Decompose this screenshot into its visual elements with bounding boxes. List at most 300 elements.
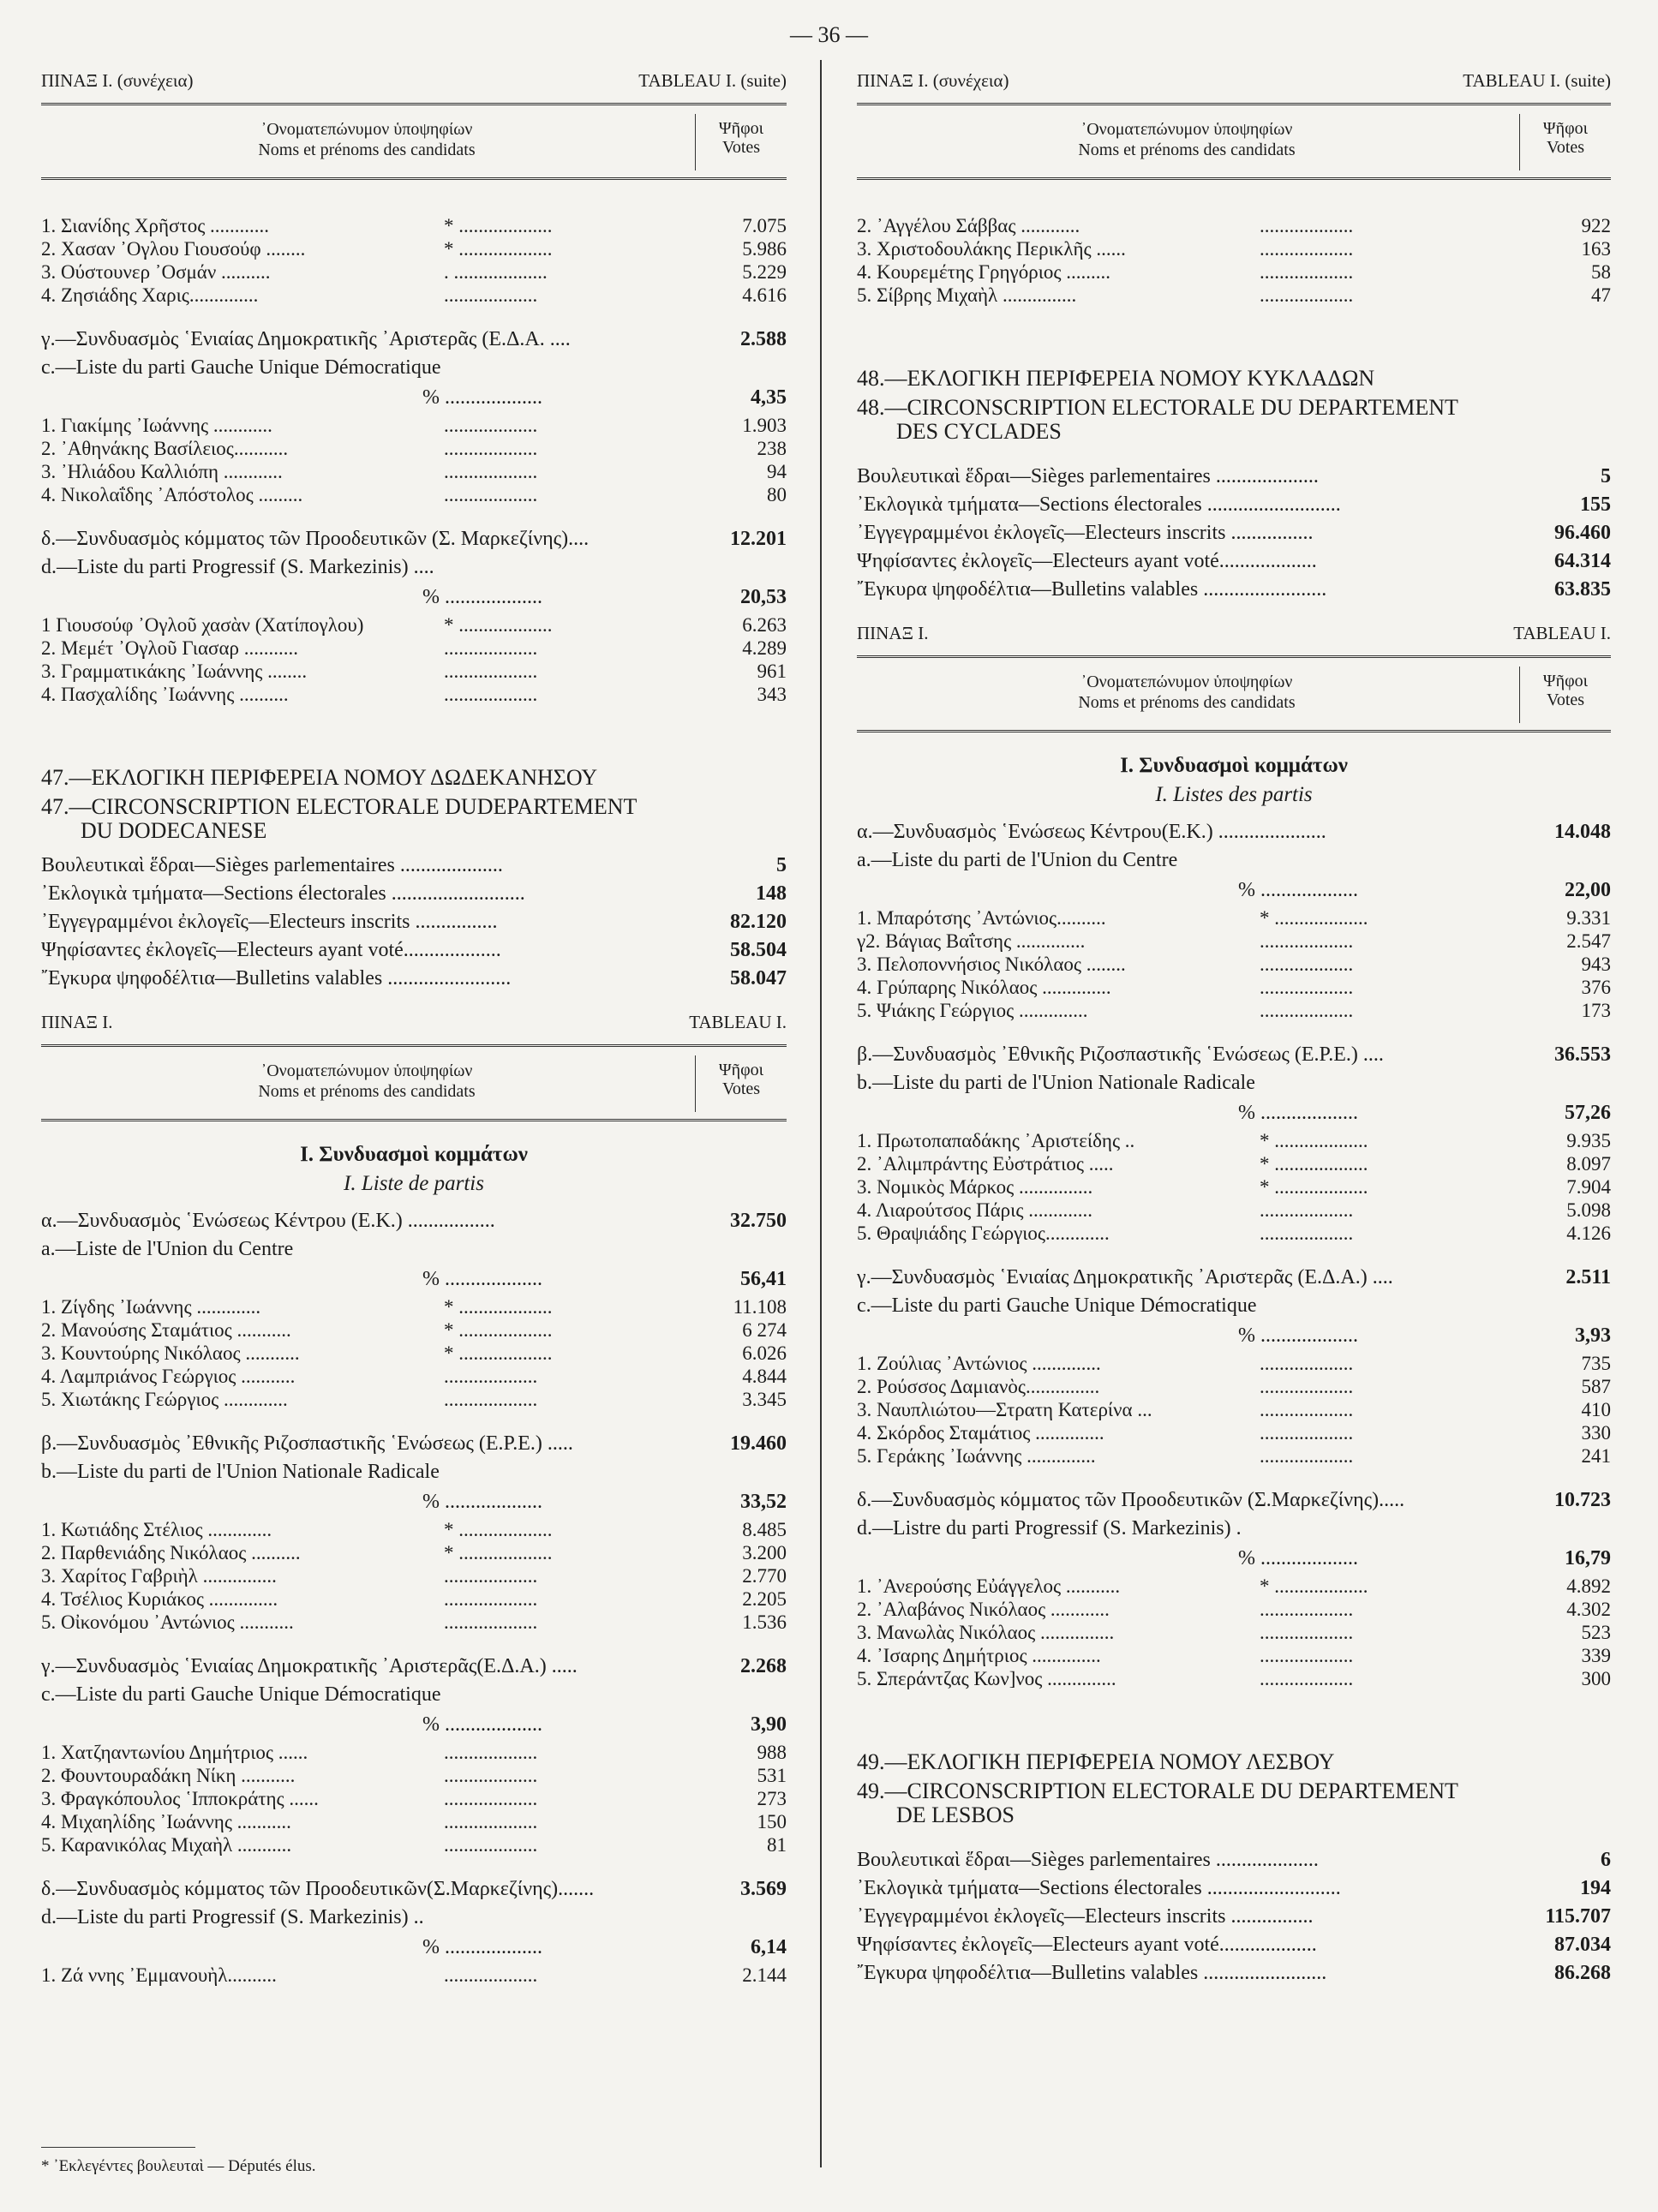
section-subheading: I. Listes des partis — [1155, 783, 1313, 806]
candidate-votes: 8.485 — [742, 1519, 787, 1540]
elected-marker: ................... — [444, 1588, 538, 1610]
names-heading-gr: ᾿Ονοματεπώνυμον ὑποψηφίων — [1080, 673, 1293, 691]
candidate-row — [857, 906, 1611, 930]
candidate-votes: 2.547 — [1566, 930, 1611, 952]
candidate-votes: 58 — [1591, 261, 1611, 283]
candidate-row — [41, 1365, 787, 1388]
constituency-title-gr: 49.—ΕΚΛΟΓΙΚΗ ΠΕΡΙΦΕΡΕΙΑ ΝΟΜΟΥ ΛΕΣΒΟΥ — [857, 1749, 1335, 1774]
elected-marker: * ................... — [444, 215, 553, 236]
constituency-title-fr-1: 49.—CIRCONSCRIPTION ELECTORALE DU DEPARTEMENT — [857, 1779, 1458, 1803]
candidate-row — [41, 1764, 787, 1787]
votes-heading-gr: Ψῆφοι — [718, 119, 764, 138]
table-header-line — [41, 1012, 787, 1041]
candidate-votes: 163 — [1581, 238, 1611, 260]
candidate-name: 2. Παρθενιάδης Νικόλαος .......... — [41, 1542, 301, 1563]
elected-marker: ................... — [444, 484, 538, 505]
elected-marker: * ................... — [1260, 1153, 1368, 1175]
candidate-row — [857, 1152, 1611, 1175]
footnote-rule — [41, 2147, 195, 2148]
candidate-row — [857, 1667, 1611, 1690]
votes-heading — [1519, 114, 1611, 170]
party-list-gr: γ.—Συνδυασμὸς ῾Ενιαίας Δημοκρατικῆς ᾿Αριστερᾶς (Ε.Δ.Α. .... — [41, 328, 571, 350]
candidate-row — [41, 260, 787, 284]
percent-value: 3,90 — [751, 1713, 787, 1736]
party-list-row — [857, 1264, 1611, 1292]
elected-marker: . ................... — [444, 261, 548, 283]
party-list-fr: a.—Liste du parti de l'Union du Centre — [857, 849, 1178, 871]
percent-dots: % ................... — [422, 1268, 542, 1290]
candidate-votes: 7.904 — [1566, 1176, 1611, 1198]
column-divider — [820, 60, 822, 2167]
percent-dots: % ................... — [1238, 1102, 1358, 1124]
percent-row — [41, 1263, 787, 1295]
percent-value: 4,35 — [751, 386, 787, 409]
candidate-votes: 4.289 — [742, 637, 787, 659]
elected-marker: ................... — [1260, 954, 1354, 975]
candidate-name: 5. Σπεράντζας Κων]νος .............. — [857, 1668, 1116, 1689]
candidate-votes: 2.144 — [742, 1964, 787, 1986]
elected-marker: ................... — [1260, 1000, 1354, 1021]
candidate-name: 2. Ρούσσος Δαμιανὸς............... — [857, 1376, 1100, 1397]
party-list-fr: b.—Liste du parti de l'Union Nationale Radicale — [857, 1072, 1255, 1094]
candidate-votes: 735 — [1581, 1353, 1611, 1374]
votes-heading — [695, 114, 787, 170]
candidate-row — [41, 1342, 787, 1365]
candidate-row — [41, 284, 787, 307]
candidate-row — [857, 1644, 1611, 1667]
section-heading: Ι. Συνδυασμοὶ κομμάτων — [1120, 754, 1348, 777]
elected-marker: ................... — [1260, 1223, 1354, 1244]
candidate-votes: 173 — [1581, 1000, 1611, 1021]
page-number: — 36 — — [790, 22, 868, 47]
percent-value: 33,52 — [740, 1491, 787, 1513]
votes-heading-fr: Votes — [1546, 691, 1585, 709]
constituency-title-fr-2: DES CYCLADES — [896, 419, 1062, 444]
elected-marker: * ................... — [444, 1319, 553, 1341]
candidate-votes: 5.229 — [742, 261, 787, 283]
column-headings — [41, 103, 787, 180]
elected-marker: * ................... — [1260, 907, 1368, 929]
candidate-row — [41, 637, 787, 660]
candidate-name: 4. Κουρεμέτης Γρηγόριος ......... — [857, 261, 1110, 283]
candidate-row — [41, 1587, 787, 1611]
candidate-votes: 11.108 — [733, 1296, 787, 1318]
candidate-name: 2. Χασαν ᾿Ογλου Γιουσούφ ........ — [41, 238, 306, 260]
stat-value: 87.034 — [1554, 1934, 1611, 1956]
party-list-gr: α.—Συνδυασμὸς ῾Ενώσεως Κέντρου(Ε.Κ.) ..................... — [857, 821, 1326, 843]
party-list-row — [857, 1486, 1611, 1515]
stat-label: Βουλευτικαὶ ἕδραι—Sièges parlementaires .................... — [41, 854, 503, 876]
candidate-name: 3. Ναυπλιώτου—Στρατη Κατερίνα ... — [857, 1399, 1152, 1420]
candidate-list — [41, 414, 787, 506]
party-list-gr: α.—Συνδυασμὸς ῾Ενώσεως Κέντρου (Ε.Κ.) ................. — [41, 1210, 495, 1232]
candidate-row — [857, 1575, 1611, 1598]
candidate-name: 3. Μανωλὰς Νικόλαος ............... — [857, 1622, 1115, 1643]
candidate-row — [857, 260, 1611, 284]
elected-marker: ................... — [1260, 238, 1354, 260]
candidate-votes: 300 — [1581, 1668, 1611, 1689]
elected-marker: ................... — [1260, 977, 1354, 998]
candidate-row — [857, 953, 1611, 976]
candidate-votes: 9.935 — [1566, 1130, 1611, 1151]
elected-marker: ................... — [444, 1742, 538, 1763]
candidate-votes: 2.205 — [742, 1588, 787, 1610]
candidate-votes: 241 — [1581, 1445, 1611, 1467]
elected-marker: * ................... — [1260, 1575, 1368, 1597]
candidate-votes: 5.098 — [1566, 1199, 1611, 1221]
percent-value: 57,26 — [1565, 1102, 1611, 1124]
candidate-votes: 943 — [1581, 954, 1611, 975]
party-list-fr: d.—Liste du parti Progressif (S. Markezinis) .. — [41, 1906, 424, 1928]
left-column — [41, 60, 787, 1987]
candidate-name: 1 Γιουσούφ ᾿Ογλοῦ χασὰν (Χατίπογλου) — [41, 614, 364, 636]
candidate-votes: 988 — [757, 1742, 787, 1763]
candidate-name: 3. Κουντούρης Νικόλαος ........... — [41, 1342, 300, 1364]
party-list-votes: 3.569 — [740, 1878, 787, 1900]
stat-value: 194 — [1580, 1877, 1611, 1899]
constituency-title-fr-2: DE LESBOS — [896, 1802, 1015, 1827]
candidate-votes: 47 — [1591, 284, 1611, 306]
candidate-name: 2. Μανούσης Σταμάτιος ........... — [41, 1319, 291, 1341]
elected-marker: ................... — [1260, 930, 1354, 952]
names-heading — [857, 119, 1517, 160]
candidate-votes: 238 — [757, 438, 787, 459]
stat-label: ῎Εγκυρα ψηφοδέλτια—Bulletins valables ........................ — [41, 967, 512, 989]
candidate-name: 3. ᾿Ηλιάδου Καλλιόπη ............ — [41, 461, 283, 482]
candidate-row — [41, 1787, 787, 1810]
stat-row — [41, 936, 787, 965]
elected-marker: ................... — [444, 461, 538, 482]
party-list-row — [857, 1041, 1611, 1069]
candidate-votes: 5.986 — [742, 238, 787, 260]
candidate-name: 4. Τσέλιος Κυριάκος .............. — [41, 1588, 278, 1610]
candidate-votes: 4.844 — [742, 1366, 787, 1387]
candidate-votes: 273 — [757, 1788, 787, 1809]
stat-value: 63.835 — [1554, 578, 1611, 601]
stat-value: 58.504 — [730, 939, 787, 961]
candidate-name: 1. Σιανίδης Χρῆστος ............ — [41, 215, 270, 236]
candidate-row — [857, 1199, 1611, 1222]
candidate-list — [857, 214, 1611, 307]
table-header-line — [41, 70, 787, 99]
percent-value: 6,14 — [751, 1936, 787, 1958]
candidate-name: 4. ᾿Ισαρης Δημήτριος .............. — [857, 1645, 1101, 1666]
stat-row — [857, 491, 1611, 519]
percent-dots: % ................... — [1238, 1324, 1358, 1347]
header-right: TABLEAU I. — [1513, 623, 1611, 643]
names-heading — [41, 119, 692, 160]
candidate-votes: 3.345 — [742, 1389, 787, 1410]
candidate-votes: 150 — [757, 1811, 787, 1832]
candidate-name: γ2. Βάγιας Βαΐτσης .............. — [857, 930, 1086, 952]
stat-label: ᾿Εκλογικὰ τμήματα—Sections électorales .......................... — [857, 493, 1341, 516]
candidate-name: 1. Κωτιάδης Στέλιος ............. — [41, 1519, 272, 1540]
candidate-row — [41, 613, 787, 637]
percent-value: 56,41 — [740, 1268, 787, 1290]
candidate-row — [857, 1352, 1611, 1375]
party-list-gr: γ.—Συνδυασμὸς ῾Ενιαίας Δημοκρατικῆς ᾿Αριστερᾶς (Ε.Δ.Α.) .... — [857, 1266, 1393, 1288]
candidate-votes: 6 274 — [742, 1319, 787, 1341]
constituency-stats — [857, 1846, 1611, 1988]
stat-row — [857, 463, 1611, 491]
party-list-row — [41, 1207, 787, 1235]
candidate-row — [857, 976, 1611, 999]
candidate-name: 5. Καρανικόλας Μιχαὴλ ........... — [41, 1834, 292, 1856]
elected-marker: ................... — [444, 284, 538, 306]
candidate-row — [41, 437, 787, 460]
candidate-name: 2. Μεμέτ ᾿Ογλοῦ Γιασαρ ........... — [41, 637, 298, 659]
candidate-row — [41, 1611, 787, 1634]
candidate-row — [41, 214, 787, 237]
percent-dots: % ................... — [422, 1936, 542, 1958]
candidate-name: 5. Γεράκης ᾿Ιωάννης .............. — [857, 1445, 1096, 1467]
candidate-name: 1. Ζίγδης ᾿Ιωάννης ............. — [41, 1296, 261, 1318]
party-list-fr: d.—Liste du parti Progressif (S. Markezinis) .... — [41, 556, 434, 578]
party-list-votes: 14.048 — [1554, 821, 1611, 843]
constituency-title-fr-1: 48.—CIRCONSCRIPTION ELECTORALE DU DEPARTEMENT — [857, 395, 1458, 420]
elected-marker: ................... — [444, 415, 538, 436]
stat-label: Βουλευτικαὶ ἕδραι—Sièges parlementaires .................... — [857, 1849, 1319, 1871]
candidate-name: 2. ᾿Αγγέλου Σάββας ............ — [857, 215, 1080, 236]
elected-marker: ................... — [1260, 1622, 1354, 1643]
candidate-votes: 922 — [1581, 215, 1611, 236]
percent-row — [857, 1319, 1611, 1352]
column-headings — [857, 103, 1611, 180]
party-list-row — [41, 326, 787, 354]
candidate-name: 1. Ζά ννης ᾿Εμμανουὴλ.......... — [41, 1964, 277, 1986]
candidate-name: 5. Χιωτάκης Γεώργιος ............. — [41, 1389, 288, 1410]
elected-marker: ................... — [444, 1389, 538, 1410]
candidate-list — [41, 1964, 787, 1987]
stat-row — [857, 576, 1611, 604]
header-left: ΠΙΝΑΞ Ι. (συνέχεια) — [857, 70, 1009, 91]
names-heading-fr: Noms et prénoms des candidats — [258, 1082, 476, 1101]
header-left: ΠΙΝΑΞ Ι. (συνέχεια) — [41, 70, 194, 91]
candidate-row — [41, 1964, 787, 1987]
elected-marker: ................... — [1260, 1353, 1354, 1374]
names-heading-fr: Noms et prénoms des candidats — [1078, 693, 1296, 712]
candidate-list — [857, 1352, 1611, 1468]
candidate-name: 2. ᾿Αθηνάκης Βασίλειος........... — [41, 438, 289, 459]
candidate-row — [41, 414, 787, 437]
party-list-row — [41, 525, 787, 553]
stat-label: ᾿Εγγεγραμμένοι ἐκλογεῖς—Electeurs inscrits ................ — [857, 1905, 1314, 1928]
elected-marker: ................... — [1260, 1668, 1354, 1689]
candidate-row — [857, 214, 1611, 237]
candidate-votes: 7.075 — [742, 215, 787, 236]
stat-value: 58.047 — [730, 967, 787, 989]
percent-dots: % ................... — [422, 386, 542, 409]
stat-label: Ψηφίσαντες ἐκλογεῖς—Electeurs ayant voté................... — [857, 1934, 1317, 1956]
elected-marker: ................... — [444, 661, 538, 682]
candidate-name: 3. Ούστουνερ ᾿Οσμάν .......... — [41, 261, 271, 283]
party-list-votes: 36.553 — [1554, 1043, 1611, 1066]
candidate-votes: 2.770 — [742, 1565, 787, 1587]
stat-label: ῎Εγκυρα ψηφοδέλτια—Bulletins valables ........................ — [857, 578, 1327, 601]
candidate-row — [41, 460, 787, 483]
candidate-name: 5. Οἰκονόμου ᾿Αντώνιος ........... — [41, 1611, 294, 1633]
party-list-row — [41, 1875, 787, 1904]
percent-row — [41, 1486, 787, 1518]
candidate-row — [857, 1621, 1611, 1644]
candidate-row — [857, 1222, 1611, 1245]
stat-value: 148 — [756, 882, 787, 905]
stat-row — [857, 1874, 1611, 1903]
candidate-row — [857, 1375, 1611, 1398]
header-right: TABLEAU I. — [689, 1012, 787, 1032]
footnote: * ᾿Εκλεγέντες βουλευταὶ — Députés élus. — [41, 2157, 316, 2175]
table-header-line — [857, 70, 1611, 99]
column-headings — [857, 655, 1611, 732]
candidate-row — [41, 1833, 787, 1856]
percent-value: 16,79 — [1565, 1547, 1611, 1569]
candidate-row — [857, 1444, 1611, 1468]
elected-marker: ................... — [1260, 1599, 1354, 1620]
candidate-row — [41, 1518, 787, 1541]
candidate-row — [857, 999, 1611, 1022]
candidate-name: 2. Φουντουραδάκη Νίκη ........... — [41, 1765, 296, 1786]
candidate-name: 4. Γρύπαρης Νικόλαος .............. — [857, 977, 1111, 998]
percent-dots: % ................... — [422, 586, 542, 608]
candidate-row — [857, 237, 1611, 260]
percent-row — [41, 381, 787, 414]
elected-marker: ................... — [444, 684, 538, 705]
votes-heading — [1519, 667, 1611, 723]
candidate-name: 1. Χατζηαντωνίου Δημήτριος ...... — [41, 1742, 308, 1763]
stat-label: ᾿Εκλογικὰ τμήματα—Sections électorales .......................... — [41, 882, 525, 905]
stat-row — [41, 880, 787, 908]
stat-label: Ψηφίσαντες ἐκλογεῖς—Electeurs ayant voté................... — [857, 550, 1317, 572]
names-heading-fr: Noms et prénoms des candidats — [258, 140, 476, 159]
elected-marker: * ................... — [444, 614, 553, 636]
candidate-votes: 4.892 — [1566, 1575, 1611, 1597]
percent-row — [857, 1097, 1611, 1129]
elected-marker: ................... — [444, 1366, 538, 1387]
candidate-row — [41, 237, 787, 260]
party-list-fr: b.—Liste du parti de l'Union Nationale Radicale — [41, 1461, 440, 1483]
candidate-list — [41, 1741, 787, 1856]
candidate-name: 1. Ζούλιας ᾿Αντώνιος .............. — [857, 1353, 1101, 1374]
candidate-votes: 4.616 — [742, 284, 787, 306]
elected-marker: ................... — [444, 1788, 538, 1809]
candidate-name: 3. Νομικὸς Μάρκος ............... — [857, 1176, 1093, 1198]
votes-heading-fr: Votes — [1546, 138, 1585, 157]
party-list-gr: β.—Συνδυασμὸς ᾿Εθνικῆς Ριζοσπαστικῆς ῾Ενώσεως (Ε.Ρ.Ε.) .... — [857, 1043, 1384, 1066]
constituency-stats — [41, 852, 787, 993]
candidate-name: 3. Γραμματικάκης ᾿Ιωάννης ........ — [41, 661, 308, 682]
candidate-name: 5. Σίβρης Μιχαὴλ ............... — [857, 284, 1077, 306]
names-heading-gr: ᾿Ονοματεπώνυμον ὑποψηφίων — [260, 120, 473, 139]
candidate-votes: 343 — [757, 684, 787, 705]
candidate-name: 3. Πελοποννήσιος Νικόλαος ........ — [857, 954, 1126, 975]
party-list-votes: 2.511 — [1565, 1266, 1611, 1288]
names-heading — [857, 672, 1517, 713]
stat-value: 82.120 — [730, 911, 787, 933]
candidate-votes: 531 — [757, 1765, 787, 1786]
stat-value: 96.460 — [1554, 522, 1611, 544]
percent-row — [857, 1542, 1611, 1575]
candidate-name: 4. Ζησιάδης Χαρις.............. — [41, 284, 259, 306]
candidate-list — [857, 1129, 1611, 1245]
elected-marker: ................... — [444, 637, 538, 659]
candidate-list — [857, 906, 1611, 1022]
constituency-title-fr-1: 47.—CIRCONSCRIPTION ELECTORALE DUDEPARTEMENT — [41, 794, 637, 819]
candidate-name: 2. ᾿Αλαβάνος Νικόλαος ............ — [857, 1599, 1110, 1620]
candidate-name: 4. Λιαρούτσος Πάρις ............. — [857, 1199, 1092, 1221]
candidate-name: 1. Πρωτοπαπαδάκης ᾿Αριστείδης .. — [857, 1130, 1135, 1151]
elected-marker: ................... — [444, 1611, 538, 1633]
elected-marker: * ................... — [444, 238, 553, 260]
candidate-name: 5. Θραψιάδης Γεώργιος............. — [857, 1223, 1110, 1244]
candidate-name: 4. Μιχαηλίδης ᾿Ιωάννης ........... — [41, 1811, 291, 1832]
candidate-name: 3. Χριστοδουλάκης Περικλῆς ...... — [857, 238, 1126, 260]
section-heading: Ι. Συνδυασμοὶ κομμάτων — [300, 1143, 528, 1166]
percent-value: 3,93 — [1575, 1324, 1611, 1347]
party-list-fr: a.—Liste de l'Union du Centre — [41, 1238, 294, 1260]
table-header-line — [857, 623, 1611, 652]
candidate-votes: 4.302 — [1566, 1599, 1611, 1620]
elected-marker: ................... — [1260, 284, 1354, 306]
stat-label: Βουλευτικαὶ ἕδραι—Sièges parlementaires .................... — [857, 465, 1319, 487]
stat-value: 5 — [1601, 465, 1611, 487]
elected-marker: ................... — [444, 1834, 538, 1856]
candidate-list — [857, 1575, 1611, 1690]
right-column — [857, 60, 1611, 1988]
candidate-votes: 81 — [767, 1834, 787, 1856]
stat-value: 64.314 — [1554, 550, 1611, 572]
elected-marker: * ................... — [444, 1542, 553, 1563]
elected-marker: ................... — [444, 1811, 538, 1832]
candidate-name: 4. Λαμπριάνος Γεώργιος ........... — [41, 1366, 296, 1387]
party-list-gr: β.—Συνδυασμὸς ᾿Εθνικῆς Ριζοσπαστικῆς ῾Ενώσεως (Ε.Ρ.Ε.) ..... — [41, 1432, 573, 1455]
party-list-fr: c.—Liste du parti Gauche Unique Démocratique — [857, 1294, 1257, 1317]
stat-row — [857, 519, 1611, 547]
candidate-votes: 330 — [1581, 1422, 1611, 1444]
constituency-title-gr: 48.—ΕΚΛΟΓΙΚΗ ΠΕΡΙΦΕΡΕΙΑ ΝΟΜΟΥ ΚΥΚΛΑΔΩΝ — [857, 366, 1375, 391]
candidate-row — [41, 483, 787, 506]
percent-value: 20,53 — [740, 586, 787, 608]
stat-value: 6 — [1601, 1849, 1611, 1871]
party-list-votes: 12.201 — [730, 528, 787, 550]
candidate-votes: 961 — [757, 661, 787, 682]
party-list-fr: c.—Liste du parti Gauche Unique Démocratique — [41, 356, 441, 379]
names-heading-gr: ᾿Ονοματεπώνυμον ὑποψηφίων — [260, 1061, 473, 1080]
names-heading-gr: ᾿Ονοματεπώνυμον ὑποψηφίων — [1080, 120, 1293, 139]
party-list-votes: 19.460 — [730, 1432, 787, 1455]
candidate-votes: 376 — [1581, 977, 1611, 998]
constituency-title-fr-2: DU DODECANESE — [81, 818, 267, 843]
section-subheading: I. Liste de partis — [344, 1172, 484, 1195]
candidate-row — [41, 1388, 787, 1411]
stat-value: 86.268 — [1554, 1962, 1611, 1984]
header-right: TABLEAU I. (suite) — [638, 70, 787, 91]
candidate-row — [41, 683, 787, 706]
elected-marker: ................... — [1260, 1199, 1354, 1221]
names-heading — [41, 1061, 692, 1102]
stat-row — [41, 908, 787, 936]
party-list-row — [857, 818, 1611, 846]
elected-marker: ................... — [444, 1964, 538, 1986]
elected-marker: * ................... — [1260, 1130, 1368, 1151]
percent-dots: % ................... — [1238, 879, 1358, 901]
candidate-row — [857, 1421, 1611, 1444]
elected-marker: * ................... — [444, 1519, 553, 1540]
candidate-name: 2. ᾿Αλιμπράντης Εὐστράτιος ..... — [857, 1153, 1114, 1175]
party-list-row — [41, 1430, 787, 1458]
party-list-row — [41, 1653, 787, 1681]
candidate-votes: 94 — [767, 461, 787, 482]
stat-label: ᾿Εκλογικὰ τμήματα—Sections électorales .......................... — [857, 1877, 1341, 1899]
